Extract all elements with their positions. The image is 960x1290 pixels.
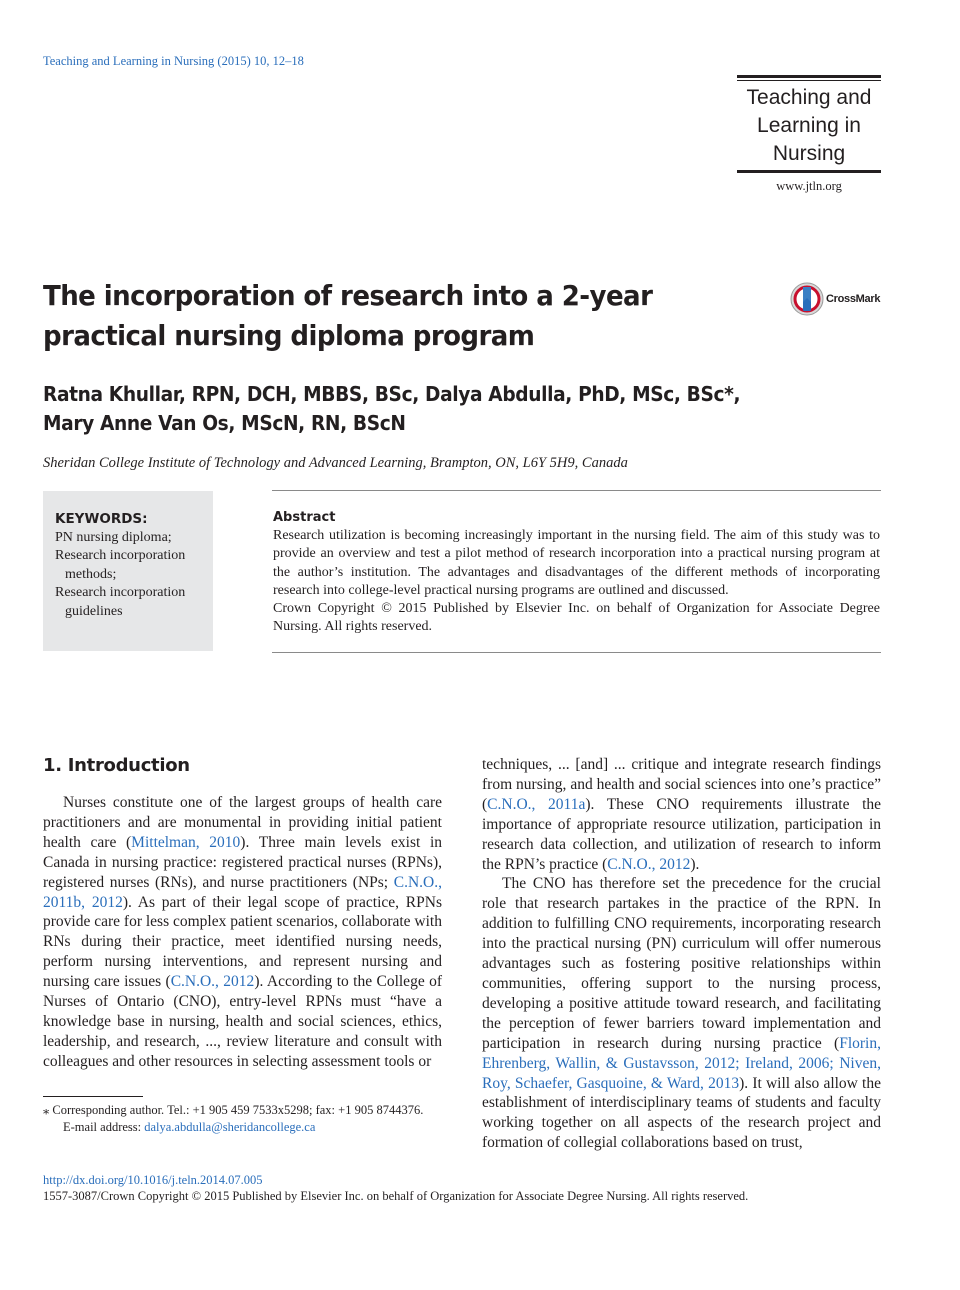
citation-link[interactable]: Mittelman, 2010	[131, 833, 241, 851]
text-run: ). Three main levels exist in Canada in nursing practice: registered practical nurses (RPNs), registered nurses (RNs), and nurse practitioners (NPs;	[43, 833, 442, 891]
copyright-footer: 1557-3087/Crown Copyright © 2015 Published by Elsevier Inc. on behalf of Organization for Associate Degree Nursing. All rights reserved.	[43, 1189, 749, 1203]
footnote	[43, 1102, 442, 1135]
abstract-heading: Abstract	[273, 510, 336, 525]
affiliation: Sheridan College Institute of Technology and Advanced Learning, Brampton, ON, L6Y 5H9, Canada	[43, 455, 628, 471]
keywords-box	[43, 491, 213, 651]
intro-paragraph-2	[482, 874, 881, 1153]
email-link[interactable]: dalya.abdulla@sheridancollege.ca	[144, 1119, 316, 1134]
logo-rule-bottom	[737, 170, 881, 173]
text-run: ). These CNO requirements illustrate the importance of appropriate resource utilization, participation in research data collection, and utilization of research to inform the RPN’s practice (	[482, 795, 882, 873]
citation-link[interactable]: C.N.O., 2011b, 2012	[43, 873, 442, 911]
journal-name-line1: Teaching and	[746, 86, 872, 109]
logo-rule-top	[737, 75, 881, 78]
text-run: ). According to the College of Nurses of Ontario (CNO), entry-level RPNs must “have a knowledge base in nursing, health and social sciences, ethics, leadership, and research, ..., review literature and consult with colleagues and other resources in selecting assessment tools or	[43, 973, 442, 1070]
footnote-rule	[43, 1096, 143, 1097]
text-run: Nurses constitute one of the largest groups of health care practitioners and are monumental in providing initial patient health care (	[43, 794, 442, 851]
abstract	[273, 509, 880, 636]
section-heading-introduction: 1. Introduction	[43, 755, 190, 776]
author-list	[43, 380, 806, 438]
title-line1: The incorporation of research into a 2-year	[43, 279, 653, 312]
email-line	[43, 1119, 442, 1136]
authors-line2: Mary Anne Van Os, MScN, RN, BScN	[43, 411, 406, 435]
email-label: E-mail address:	[63, 1119, 145, 1134]
citation-link[interactable]: C.N.O., 2012	[607, 855, 691, 873]
right-column	[482, 755, 881, 1153]
running-head[interactable]: Teaching and Learning in Nursing (2015) 10, 12–18	[43, 54, 304, 68]
keyword-item: PN nursing diploma;	[55, 529, 172, 545]
title-line2: practical nursing diploma program	[43, 319, 535, 352]
intro-paragraph-1	[43, 793, 442, 1072]
text-run: techniques, ... [and] ... critique and integrate research findings from nursing, and health and social sciences into one’s practice” (	[482, 756, 881, 813]
text-run: ).	[690, 855, 700, 873]
text-run: ). It will also allow the establishment of interdisciplinary teams of students and faculty working together on all aspects of the research project and formation of collegial collaborations based on trust,	[482, 1074, 881, 1152]
citation-link[interactable]: C.N.O., 2011a	[487, 795, 586, 813]
intro-paragraph-1-cont	[482, 755, 881, 874]
crossmark-icon	[790, 282, 824, 316]
left-column	[43, 793, 442, 1072]
citation-link[interactable]: Florin, Ehrenberg, Wallin, & Gustavsson, 2012; Ireland, 2006; Niven, Roy, Schaefer, Gasquoine, & Ward, 2013	[482, 1034, 881, 1092]
crossmark-button[interactable]	[790, 282, 880, 316]
journal-name	[737, 81, 881, 170]
journal-url[interactable]: www.jtln.org	[776, 179, 842, 193]
doi-link[interactable]: http://dx.doi.org/10.1016/j.teln.2014.07.005	[43, 1173, 263, 1187]
journal-name-line2: Learning in	[757, 114, 861, 137]
crossmark-label: CrossMark	[826, 293, 881, 305]
citation-link[interactable]: C.N.O., 2012	[170, 973, 255, 991]
authors-line1: Ratna Khullar, RPN, DCH, MBBS, BSc, Dalya Abdulla, PhD, MSc, BSc*,	[43, 382, 741, 406]
corresponding-author-note: ⁎ Corresponding author. Tel.: +1 905 459 7533x5298; fax: +1 905 8744376.	[43, 1103, 424, 1117]
text-run: ). As part of their legal scope of practice, RPNs provide care for less complex patient scenarios, collaborate with RNs during their practice, meet identified nursing needs, perform nursing interventions, and represent nursing and nursing care issues (	[43, 893, 442, 991]
journal-name-line3: Nursing	[772, 142, 846, 165]
article-title	[43, 276, 685, 356]
abstract-rule-bottom	[272, 652, 881, 653]
keyword-item: Research incorporation guidelines	[55, 585, 186, 619]
abstract-rule-top	[272, 490, 881, 491]
abstract-body: Research utilization is becoming increasingly important in the nursing field. The aim of this study was to provide an overview and test a pilot method of research incorporation into a practical nursing program at the author’s institution. The advantages and disadvantages of the different methods of incorporating research into college-level practical nursing programs are outlined and discussed.	[273, 528, 880, 598]
abstract-copyright: Crown Copyright © 2015 Published by Elsevier Inc. on behalf of Organization for Associate Degree Nursing. All rights reserved.	[273, 601, 880, 635]
keywords-heading: KEYWORDS:	[55, 511, 148, 527]
text-run: The CNO has therefore set the precedence for the crucial role that research partakes in the practice of the RPN. In addition to fulfilling CNO requirements, incorporating research into the practical nursing (PN) curriculum will offer numerous advantages such as fostering positive relationships within communities, offering support to the nursing process, developing a positive attitude toward research, and facilitating the perception of fewer barriers toward implementation and participation in research during nursing practice (	[482, 875, 881, 1052]
journal-logo	[737, 75, 881, 173]
keyword-item: Research incorporation methods;	[55, 548, 186, 582]
